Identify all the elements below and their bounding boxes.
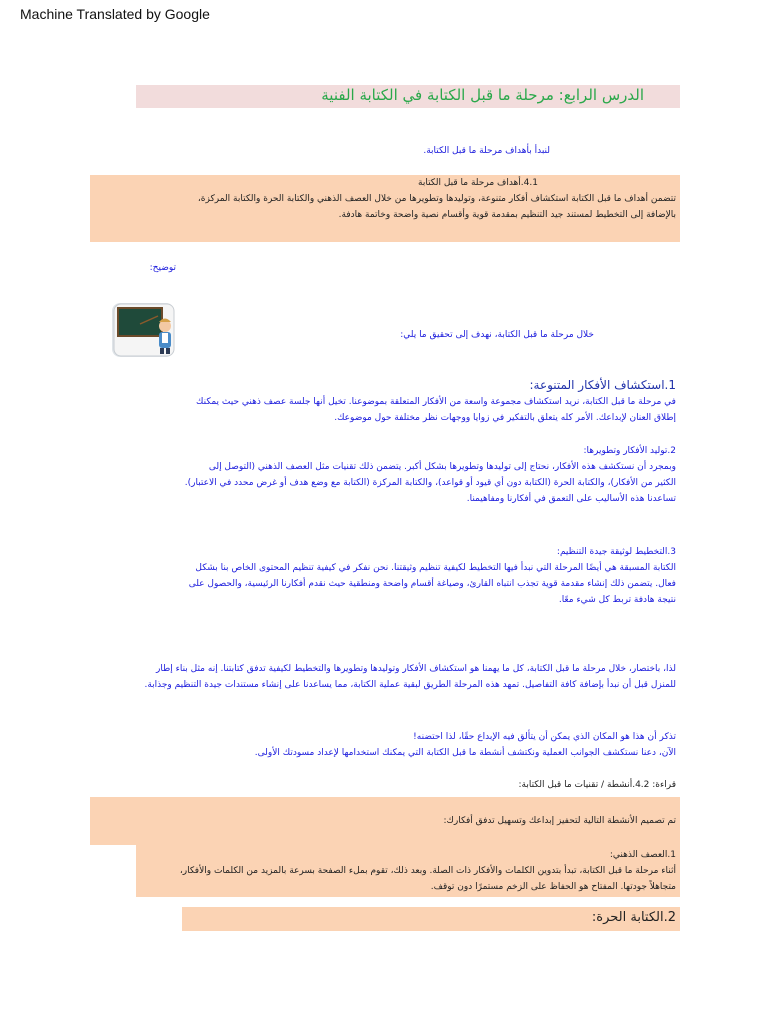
section-1-heading: 1.استكشاف الأفكار المتنوعة:	[529, 378, 676, 392]
reminder-line-2: الآن، دعنا نستكشف الجوانب العملية ونكتشف أنشطة ما قبل الكتابة التي يمكنك استخدامها لإعداد مسودتك الأولى.	[254, 748, 676, 758]
section-1-line-1: في مرحلة ما قبل الكتابة، نريد استكشاف مجموعة واسعة من الأفكار المتعلقة بموضوعنا. تخيل أنها جلسة عصف ذهني حيث يمكنك	[196, 397, 676, 407]
section-3	[76, 544, 676, 608]
goals-heading: 4.1.أهداف مرحلة ما قبل الكتابة	[418, 178, 538, 188]
aims-intro: خلال مرحلة ما قبل الكتابة، نهدف إلى تحقيق ما يلي:	[400, 330, 594, 340]
section-3-heading: 3.التخطيط لوثيقة جيدة التنظيم:	[556, 547, 676, 557]
goals-section	[96, 175, 676, 223]
reminder	[76, 729, 676, 761]
brainstorm-heading: 1.العصف الذهني:	[609, 850, 676, 860]
section-3-line-2: فعال. يتضمن ذلك إنشاء مقدمة قوية تجذب انتباه القارئ، وصياغة أقسام واضحة ومنطقية حيث نقدم أفكارنا الرئيسية، والحصول على	[188, 579, 676, 589]
section-2-line-3: تساعدنا هذه الأساليب على التعمق في أفكارنا ومفاهيمنا.	[466, 494, 676, 504]
intro-text: لنبدأ بأهداف مرحلة ما قبل الكتابة.	[423, 146, 550, 156]
brainstorm-line-2: متجاهلاً جودتها. المفتاح هو الحفاظ على الزخم مستمرًا دون توقف.	[430, 882, 676, 892]
freewriting-heading: 2.الكتابة الحرة:	[591, 910, 676, 925]
section-2-line-1: وبمجرد أن نستكشف هذه الأفكار، نحتاج إلى توليدها وتطويرها بشكل أكبر. يتضمن ذلك تقنيات مثل العصف الذهني (التوصل إلى	[208, 462, 676, 472]
activities-intro: تم تصميم الأنشطة التالية لتحفيز إبداعك وتسهيل تدفق أفكارك:	[443, 816, 676, 826]
section-1	[76, 376, 676, 426]
lesson-title: الدرس الرابع: مرحلة ما قبل الكتابة في الكتابة الفنية	[321, 86, 644, 104]
summary-line-2: للمنزل قبل أن نبدأ بإضافة كافة التفاصيل. تمهد هذه المرحلة الطريق لبقية عملية الكتابة، مما يساعدنا على إنشاء مستندات جيدة التنظيم وجذابة.	[144, 680, 676, 690]
section-2	[76, 443, 676, 507]
section-3-line-1: الكتابة المسبقة هي أيضًا المرحلة التي نبدأ فيها التخطيط لكيفية تنظيم وثيقتنا. نحن نفكر في كيفية تنظيم المحتوى الخاص بنا بشكل	[195, 563, 676, 573]
reading-heading: قراءة: 4.2.أنشطة / تقنيات ما قبل الكتابة:	[518, 780, 676, 790]
summary	[36, 661, 676, 693]
machine-translation-banner: Machine Translated by Google	[20, 6, 210, 22]
goals-line-1: تتضمن أهداف ما قبل الكتابة استكشاف أفكار متنوعة، وتوليدها وتطويرها من خلال العصف الذهني والكتابة الحرة والكتابة المركزة،	[197, 194, 676, 204]
section-2-heading: 2.توليد الأفكار وتطويرها:	[583, 446, 676, 456]
brainstorm-section	[76, 847, 676, 895]
brainstorm-line-1: أثناء مرحلة ما قبل الكتابة، تبدأ بتدوين الكلمات والأفكار ذات الصلة. وبعد ذلك، تقوم بملء الصفحة بسرعة بالمزيد من الكلمات والأفكار،	[179, 866, 676, 876]
section-3-line-3: نتيجة هادفة تربط كل شيء معًا.	[558, 595, 676, 605]
section-2-line-2: الكثير من الأفكار)، والكتابة الحرة (الكتابة دون أي قيود أو قواعد)، والكتابة المركزة (الكتابة مع وضع هدف أو غرض محدد في الاعتبار).	[184, 478, 676, 488]
clarification-label: توضيح:	[149, 263, 176, 273]
reminder-line-1: تذكر أن هذا هو المكان الذي يمكن أن يتألق فيه الإبداع حقًا، لذا احتضنه!	[413, 732, 676, 742]
goals-line-2: بالإضافة إلى التخطيط لمستند جيد التنظيم بمقدمة قوية وأقسام نصية واضحة وخاتمة هادفة.	[338, 210, 676, 220]
teacher-pointing-at-board-icon	[110, 300, 178, 360]
section-1-line-2: إطلاق العنان لإبداعك. الأمر كله يتعلق بالتفكير في زوايا ووجهات نظر مختلفة حول موضوعك.	[334, 413, 676, 423]
summary-line-1: لذا، باختصار، خلال مرحلة ما قبل الكتابة، كل ما يهمنا هو استكشاف الأفكار وتوليدها وتطويرها والتخطيط لكيفية تدفق كتابتنا. إنه مثل بناء إطار	[155, 664, 676, 674]
